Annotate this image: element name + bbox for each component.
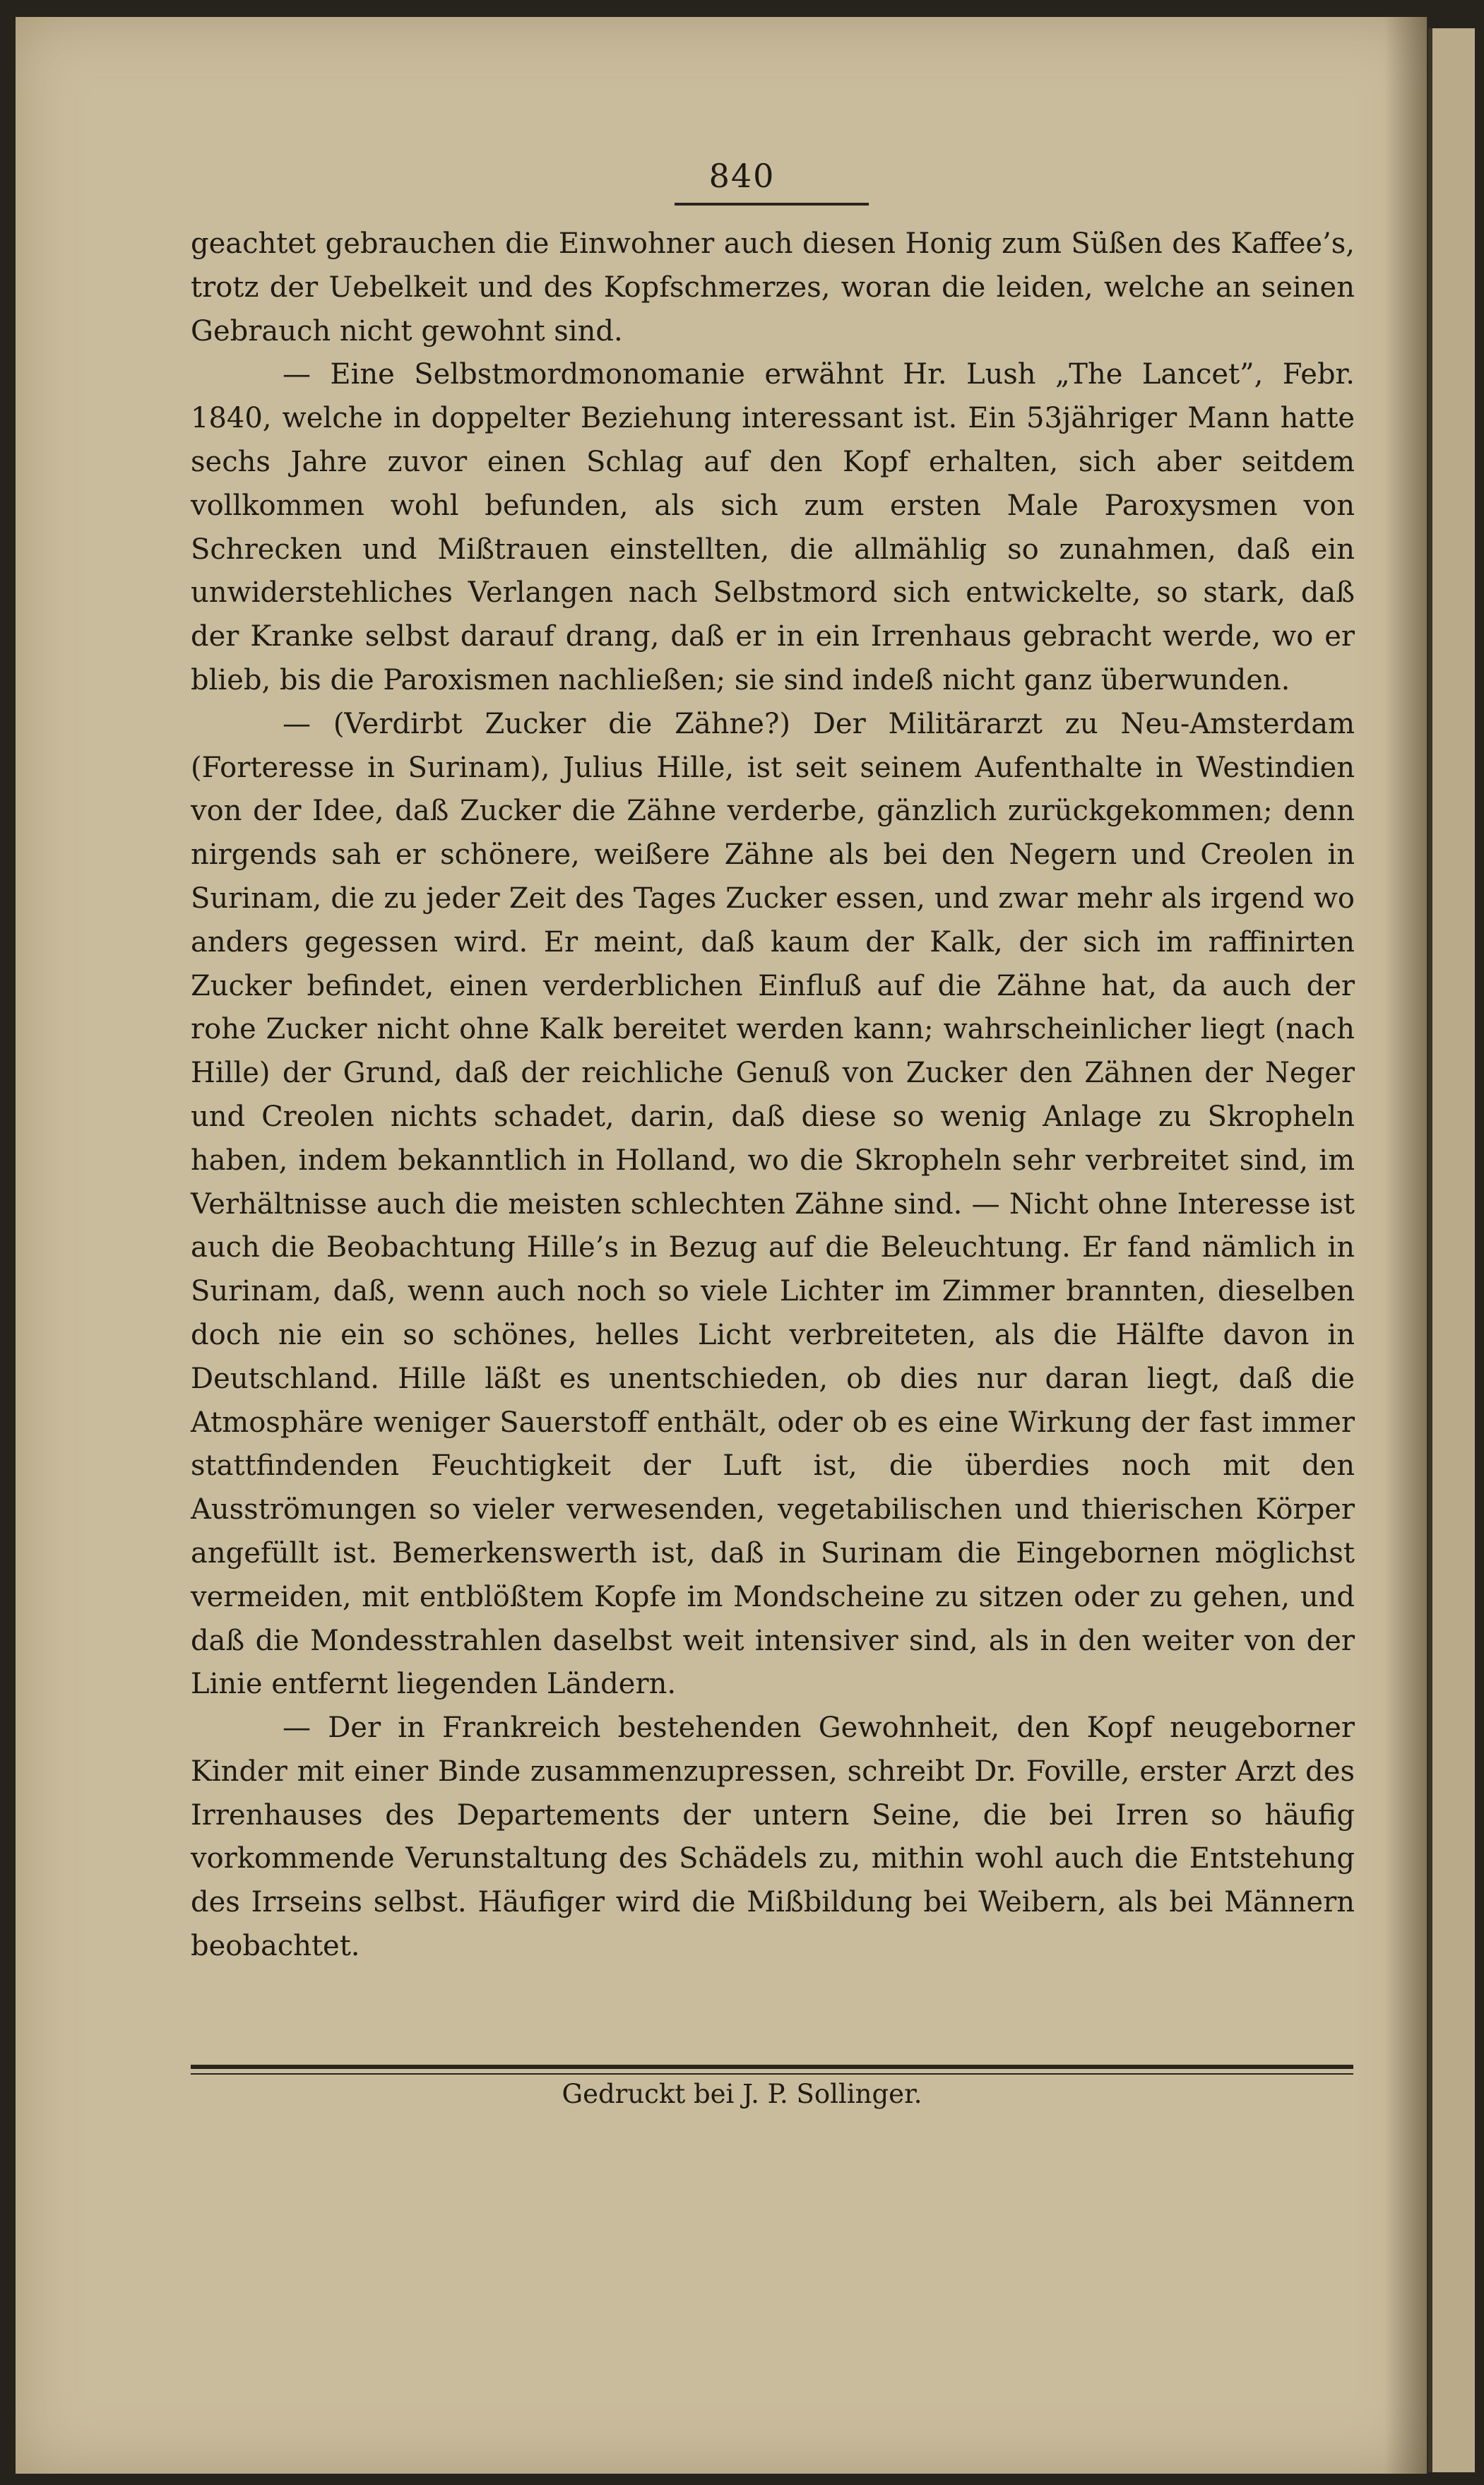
paragraph-sugar-teeth: — (Verdirbt Zucker die Zähne?) Der Militärarzt zu Neu-Amsterdam (Forteresse in Surinam), Julius Hille, ist seit seinem Aufenthalte in Westindien von der Idee, daß Zucker die Zähne verderbe, gänzlich zurückgekommen; denn nirgends sah er schönere, weißere Zähne als bei den Negern und Creolen in Surinam, die zu jeder Zeit des Tages Zucker essen, und zwar mehr als irgend wo anders gegessen wird. Er meint, daß kaum der Kalk, der sich im raffinirten Zucker befindet, einen verderblichen Einfluß auf die Zähne hat, da auch der rohe Zucker nicht ohne Kalk bereitet werden kann; wahrscheinlicher liegt (nach Hille) der Grund, daß der reichliche Genuß von Zucker den Zähnen der Neger und Creolen nichts schadet, darin, daß diese so wenig Anlage zu Skropheln haben, indem bekanntlich in Holland, wo die Skropheln sehr verbreitet sind, im Verhältnisse auch die meisten schlechten Zähne sind. — Nicht ohne Interesse ist auch die Beobachtung Hille’s in Bezug auf die Beleuchtung. Er fand nämlich in Surinam, daß, wenn auch noch so viele Lichter im Zimmer brannten, dieselben doch nie ein so schönes, helles Licht verbreiteten, als die Hälfte davon in Deutschland. Hille läßt es unentschieden, ob dies nur daran liegt, daß die Atmosphäre weniger Sauerstoff enthält, oder ob es eine Wirkung der fast immer stattfindenden Feuchtigkeit der Luft ist, die überdies noch mit den Ausströmungen so vieler verwesenden, vegetabilischen und thierischen Körper angefüllt ist. Bemerkenswerth ist, daß in Surinam die Eingebornen möglichst vermeiden, mit entblößtem Kopfe im Mondscheine zu sitzen oder zu gehen, und daß die Mondesstrahlen daselbst weit intensiver sind, als in den weiter von der Linie entfernt liegenden Ländern. — [191, 707, 1355, 1701]
footer-rule-thin — [191, 2073, 1353, 2075]
paragraph-honey-continued: geachtet gebrauchen die Einwohner auch diesen Honig zum Süßen des Kaffee’s, trotz der Uebelkeit und des Kopfschmerzes, woran die leiden, welche an seinen Gebrauch nicht gewohnt sind. — [191, 227, 1355, 348]
printer-imprint: Gedruckt bei J. P. Sollinger. — [562, 2079, 922, 2109]
page-number: 840 — [708, 157, 776, 195]
paragraph-skull-binding: — Der in Frankreich bestehenden Gewohnheit, den Kopf neugeborner Kinder mit einer Binde zusammenzupressen, schreibt Dr. Foville, erster Arzt des Irrenhauses des Departements der untern Seine, die bei Irren so häufig vorkommende Verunstaltung des Schädels zu, mithin wohl auch die Entstehung des Irrseins selbst. Häufiger wird die Mißbildung bei Weibern, als bei Männern beobachtet. — [191, 1712, 1355, 1963]
header-rule — [675, 203, 869, 206]
page-body-text — [191, 223, 1355, 1969]
footer-rule-thick — [191, 2065, 1353, 2069]
paragraph-suicide-monomania: — Eine Selbstmordmonomanie erwähnt Hr. Lush „The Lancet”, Febr. 1840, welche in doppelter Beziehung interessant ist. Ein 53jähriger Mann hatte sechs Jahre zuvor einen Schlag auf den Kopf erhalten, sich aber seitdem vollkommen wohl befunden, als sich zum ersten Male Paroxysmen von Schrecken und Mißtrauen einstellten, die allmählig so zunahmen, daß ein unwiderstehliches Verlangen nach Selbstmord sich entwickelte, so stark, daß der Kranke selbst darauf drang, daß er in ein Irrenhaus gebracht werde, wo er blieb, bis die Paroxismen nachließen; sie sind indeß nicht ganz überwunden. — [191, 358, 1355, 696]
